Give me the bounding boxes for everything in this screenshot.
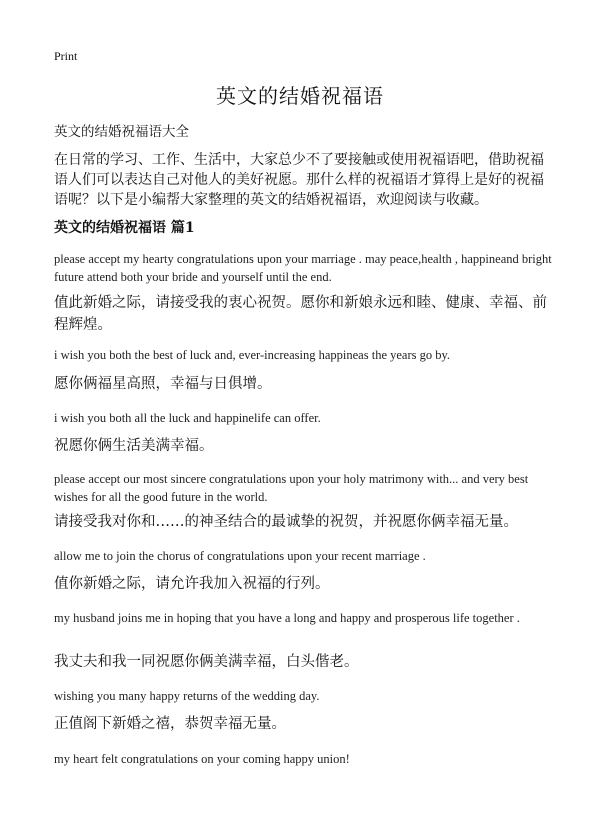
blessing-chinese: 请接受我对你和……的神圣结合的最诚挚的祝贺，并祝愿你俩幸福无量。: [54, 514, 518, 530]
subtitle: 英文的结婚祝福语大全: [54, 124, 189, 140]
intro-paragraph: 在日常的学习、工作、生活中，大家总少不了要接触或使用祝福语吧，借助祝福语人们可以表达自己对他人的美好祝愿。那什么样的祝福语才算得上是好的祝福语呢？以下是小编帮大家整理的英文的结婚祝福语，欢迎阅读与收藏。: [54, 152, 544, 208]
blessing-english: wishing you many happy returns of the wedding day.: [54, 689, 320, 703]
blessing-chinese: 正值阁下新婚之禧，恭贺幸福无量。: [54, 716, 286, 732]
blessing-english: my husband joins me in hoping that you have a long and happy and prosperous life together .: [54, 611, 520, 625]
blessing-chinese: 值此新婚之际，请接受我的衷心祝贺。愿你和新娘永远和睦、健康、幸福、前程辉煌。: [54, 295, 547, 333]
print-label: Print: [54, 49, 78, 63]
blessing-english: i wish you both all the luck and happinelife can offer.: [54, 411, 321, 425]
blessing-english: allow me to join the chorus of congratulations upon your recent marriage .: [54, 549, 426, 563]
blessing-english: my heart felt congratulations on your coming happy union!: [54, 752, 350, 766]
blessing-chinese: 我丈夫和我一同祝愿你俩美满幸福，白头偕老。: [54, 654, 359, 670]
page-title: 英文的结婚祝福语: [216, 84, 384, 108]
blessing-chinese: 愿你俩福星高照，幸福与日俱增。: [54, 376, 272, 392]
section-heading: 英文的结婚祝福语 篇1: [54, 220, 195, 236]
blessing-english: i wish you both the best of luck and, ever-increasing happineas the years go by.: [54, 348, 451, 362]
blessing-chinese: 值你新婚之际，请允许我加入祝福的行列。: [54, 576, 330, 592]
blessing-chinese: 祝愿你俩生活美满幸福。: [54, 438, 214, 454]
blessing-english: please accept our most sincere congratulations upon your holy matrimony with... and very best wishes for all the good future in the world.: [54, 472, 529, 504]
blessing-english: please accept my hearty congratulations upon your marriage . may peace,health , happineand bright future attend both your bride and yourself until the end.: [54, 252, 552, 284]
